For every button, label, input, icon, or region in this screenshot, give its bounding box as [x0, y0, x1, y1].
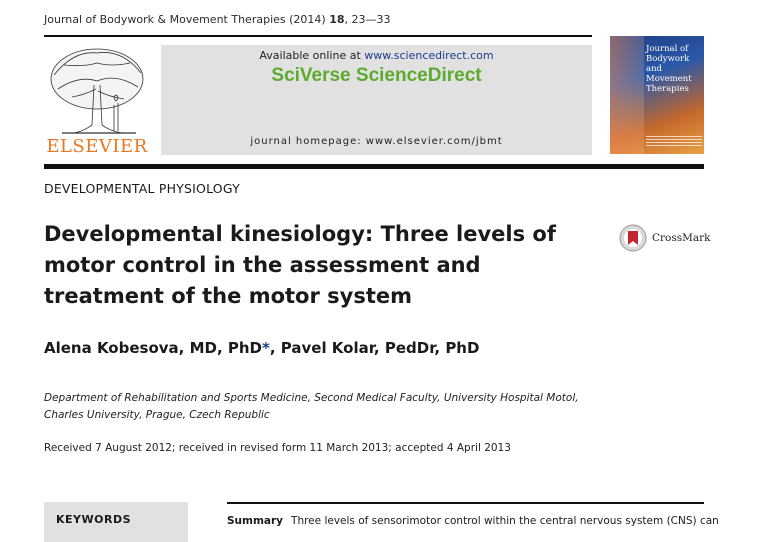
sciencedirect-link[interactable]: www.sciencedirect.com [364, 49, 494, 62]
title-line: motor control in the assessment and [44, 253, 481, 277]
keywords-box [44, 502, 188, 542]
article-section: DEVELOPMENTAL PHYSIOLOGY [44, 181, 240, 196]
crossmark-badge[interactable] [618, 223, 711, 253]
cover-subtitle-lines [646, 136, 702, 148]
author-kobesova[interactable]: Alena Kobesova, MD, PhD [44, 339, 262, 357]
summary-label: Summary [227, 515, 284, 527]
title-line: Developmental kinesiology: Three levels of [44, 222, 556, 246]
journal-volume: 18 [329, 13, 345, 26]
cover-title: Journal of Bodywork and Movement Therapies [646, 44, 692, 94]
summary-text: Three levels of sensorimotor control within the central nervous system (CNS) can [291, 515, 719, 527]
elsevier-wordmark: ELSEVIER [46, 136, 148, 157]
journal-reference [44, 13, 391, 26]
author-kolar[interactable]: , Pavel Kolar, PedDr, PhD [269, 339, 480, 357]
corresponding-author-mark[interactable]: * [262, 339, 270, 357]
summary-rule [227, 502, 704, 504]
affiliation-line: Department of Rehabilitation and Sports Medicine, Second Medical Faculty, University Hospital Motol, [44, 392, 579, 404]
article-title [44, 219, 604, 312]
cover-art [610, 36, 644, 154]
received-dates: Received 7 August 2012; received in revised form 11 March 2013; accepted 4 April 2013 [44, 442, 511, 454]
summary [227, 515, 719, 527]
sciverse-brand: SciVerse ScienceDirect [271, 65, 482, 86]
available-prefix: Available online at [259, 49, 365, 62]
available-online [161, 49, 592, 62]
top-rule [44, 35, 592, 37]
title-line: treatment of the motor system [44, 284, 412, 308]
crossmark-label: CrossMark [652, 232, 711, 244]
author-list [44, 339, 479, 357]
crossmark-icon [618, 223, 648, 253]
journal-name: Journal of Bodywork & Movement Therapies (2014) [44, 13, 326, 26]
affiliation [44, 390, 644, 424]
sciencedirect-banner [161, 45, 592, 155]
journal-homepage[interactable]: journal homepage: www.elsevier.com/jbmt [250, 136, 503, 147]
journal-cover [610, 36, 704, 154]
keywords-label: KEYWORDS [56, 513, 132, 526]
affiliation-line: Charles University, Prague, Czech Republic [44, 409, 270, 421]
header-rule [44, 164, 704, 169]
journal-pages: , 23—33 [344, 13, 391, 26]
